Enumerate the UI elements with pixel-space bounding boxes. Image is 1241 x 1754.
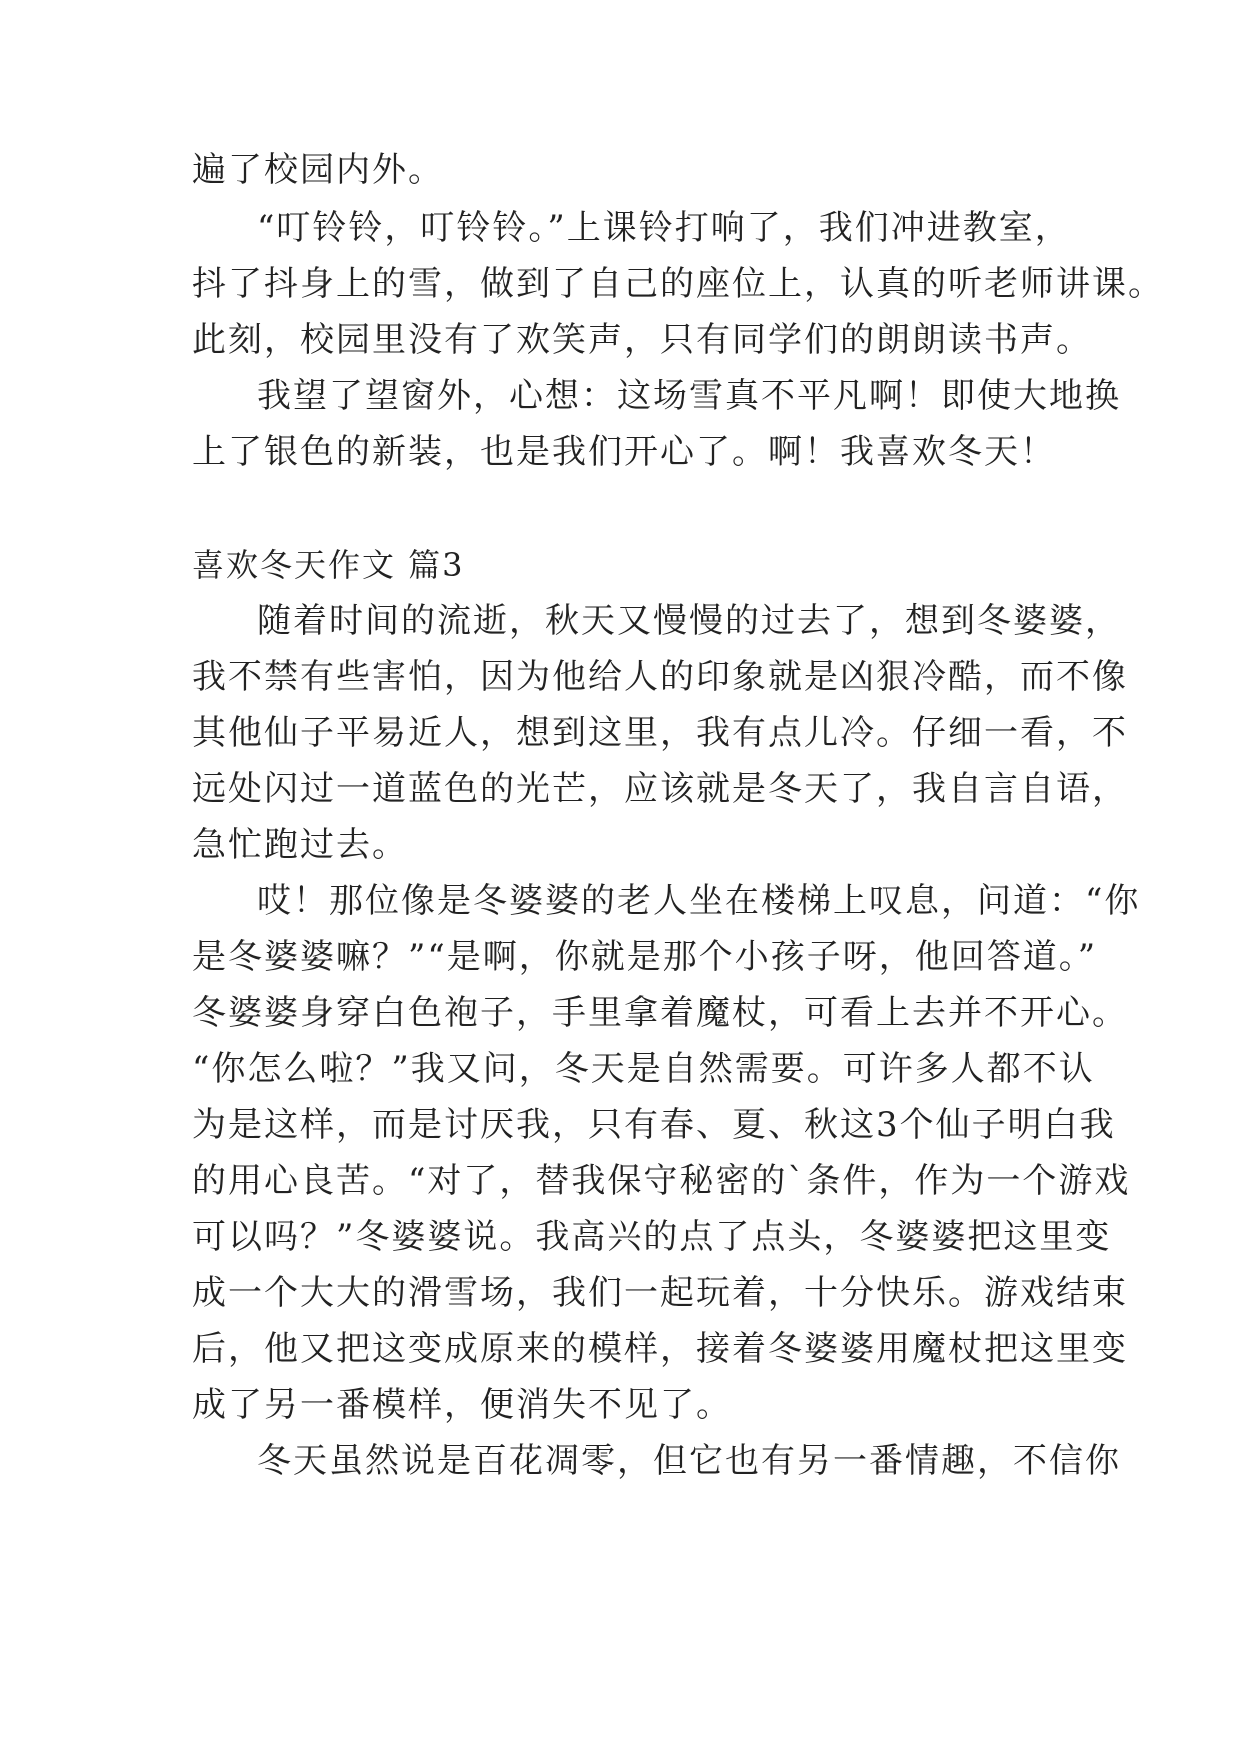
paragraph-line: 上了银色的新装，也是我们开心了。啊！我喜欢冬天！ bbox=[192, 432, 1056, 472]
paragraph-line: 抖了抖身上的雪，做到了自己的座位上，认真的听老师讲课。 bbox=[192, 264, 1164, 304]
paragraph-line: 急忙跑过去。 bbox=[192, 825, 408, 865]
paragraph-line: 的用心良苦。“对了，替我保守秘密的`条件，作为一个游戏 bbox=[192, 1161, 1131, 1201]
paragraph-line: 后，他又把这变成原来的模样，接着冬婆婆用魔杖把这里变 bbox=[192, 1329, 1128, 1369]
paragraph-line: 可以吗？”冬婆婆说。我高兴的点了点头，冬婆婆把这里变 bbox=[192, 1217, 1112, 1257]
paragraph-line: 其他仙子平易近人，想到这里，我有点儿冷。仔细一看，不 bbox=[192, 713, 1128, 753]
paragraph-line: 哎！那位像是冬婆婆的老人坐在楼梯上叹息，问道：“你 bbox=[257, 881, 1141, 921]
paragraph-line: 成一个大大的滑雪场，我们一起玩着，十分快乐。游戏结束 bbox=[192, 1273, 1128, 1313]
section-heading: 喜欢冬天作文 篇3 bbox=[192, 546, 465, 584]
paragraph-line: 是冬婆婆嘛？”“是啊，你就是那个小孩子呀，他回答道。” bbox=[192, 937, 1098, 977]
paragraph-line: 冬婆婆身穿白色袍子，手里拿着魔杖，可看上去并不开心。 bbox=[192, 993, 1128, 1033]
paragraph-line: 此刻，校园里没有了欢笑声，只有同学们的朗朗读书声。 bbox=[192, 320, 1092, 360]
paragraph-line: 成了另一番模样，便消失不见了。 bbox=[192, 1385, 732, 1425]
paragraph-line: “叮铃铃，叮铃铃。”上课铃打响了，我们冲进教室， bbox=[257, 208, 1071, 248]
paragraph-line: “你怎么啦？”我又问，冬天是自然需要。可许多人都不认 bbox=[192, 1049, 1095, 1089]
paragraph-line: 我不禁有些害怕，因为他给人的印象就是凶狠冷酷，而不像 bbox=[192, 657, 1128, 697]
paragraph-line: 随着时间的流逝，秋天又慢慢的过去了，想到冬婆婆， bbox=[257, 601, 1121, 641]
paragraph-line: 遍了校园内外。 bbox=[192, 150, 444, 190]
paragraph-line: 远处闪过一道蓝色的光芒，应该就是冬天了，我自言自语， bbox=[192, 769, 1128, 809]
paragraph-line: 为是这样，而是讨厌我，只有春、夏、秋这3个仙子明白我 bbox=[192, 1105, 1116, 1145]
paragraph-line: 我望了望窗外，心想：这场雪真不平凡啊！即使大地换 bbox=[257, 376, 1121, 416]
paragraph-line: 冬天虽然说是百花凋零，但它也有另一番情趣，不信你 bbox=[257, 1441, 1121, 1481]
